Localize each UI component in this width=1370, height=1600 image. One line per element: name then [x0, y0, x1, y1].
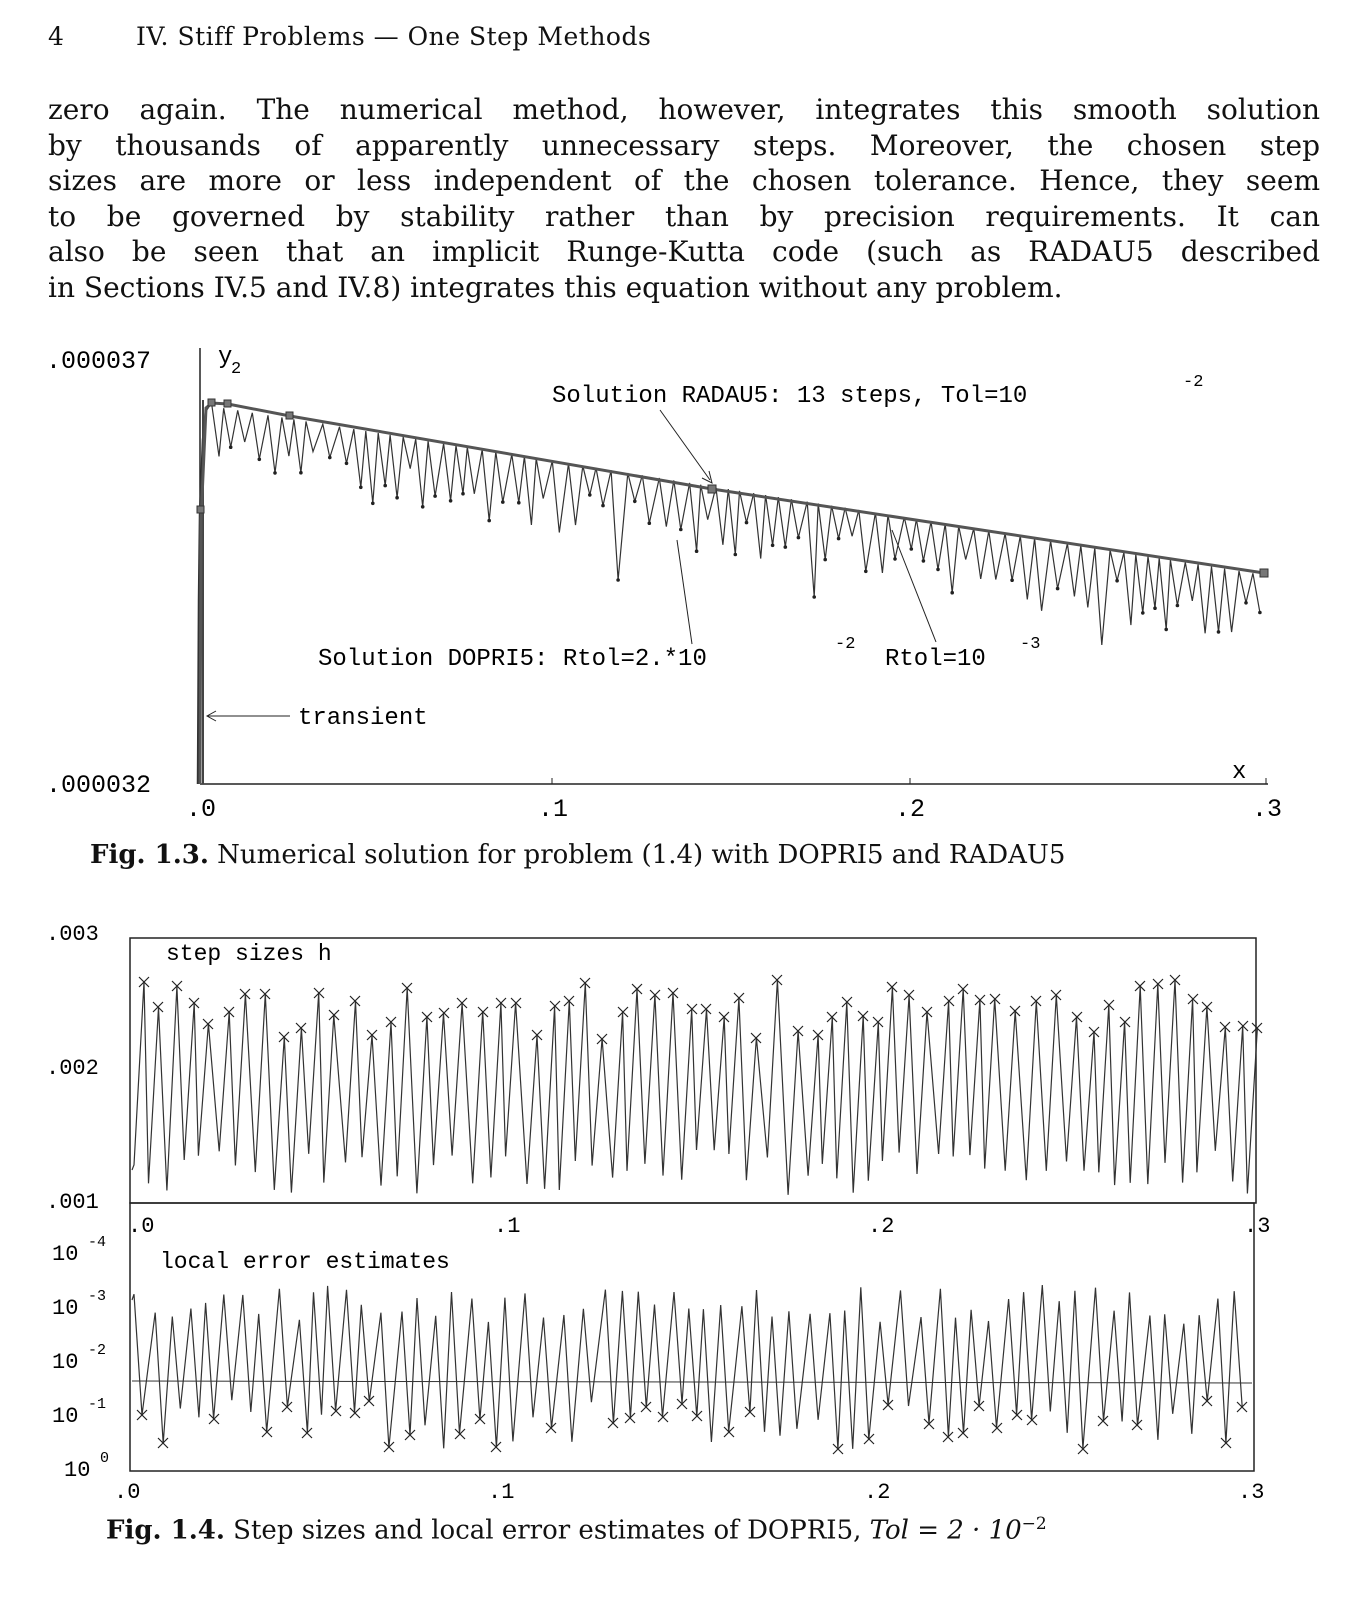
x-tick-label: .0: [186, 795, 217, 824]
y-bottom-label: .000032: [46, 771, 152, 800]
bottom-x-tick-label: .0: [114, 1480, 141, 1505]
paragraph-line: also be seen that an implicit Runge-Kutta code (such as RADAU5 described: [48, 235, 1320, 268]
top-y-label: .003: [46, 922, 99, 947]
paragraph-line: zero again. The numerical method, however, integrates this smooth solution: [48, 93, 1320, 126]
x-tick-label: .2: [895, 795, 926, 824]
annotation-dopri5-exponent: -2: [835, 635, 856, 654]
top-x-tick-label: .2: [868, 1214, 895, 1239]
paragraph-line: sizes are more or less independent of the chosen tolerance. Hence, they seem: [48, 164, 1320, 197]
x-tick-label: .3: [1252, 795, 1283, 824]
bottom-y-label-base: 10: [52, 1404, 79, 1429]
error-panel-frame: [130, 1203, 1254, 1471]
caption-text: Step sizes and local error estimates of DOPRI5,: [233, 1515, 862, 1546]
caption-label: Fig. 1.4.: [106, 1515, 225, 1546]
y-axis-subscript: 2: [231, 360, 242, 379]
annotation-radau5: Solution RADAU5: 13 steps, Tol=10: [552, 383, 1028, 410]
y-top-label: .000037: [46, 347, 152, 376]
y-axis-name: y: [218, 344, 233, 371]
paragraph-line: to be governed by stability rather than by precision requirements. It can: [48, 199, 1320, 233]
x-tick-label: .1: [538, 795, 569, 824]
top-y-label: .002: [46, 1056, 99, 1081]
bottom-y-label-exp: -1: [88, 1396, 107, 1413]
bottom-y-label-base: 10: [52, 1296, 79, 1321]
bottom-y-label-exp: -4: [88, 1234, 107, 1251]
bottom-x-tick-label: .1: [488, 1480, 515, 1505]
bottom-y-label-exp: 0: [100, 1450, 110, 1467]
page-number: 4: [48, 22, 65, 51]
annotation-transient: transient: [298, 705, 428, 732]
error-estimate-series-line: [132, 1285, 1242, 1449]
bottom-y-label-exp: -3: [88, 1288, 107, 1305]
caption-label: Fig. 1.3.: [90, 840, 209, 870]
bottom-x-tick-label: .2: [864, 1480, 891, 1505]
top-x-tick-label: .1: [494, 1214, 521, 1239]
running-title: IV. Stiff Problems — One Step Methods: [136, 22, 652, 51]
annotation-rtol: Rtol=10: [885, 646, 986, 673]
annotation-rtol-exponent: -3: [1020, 635, 1041, 654]
annotation-dopri5: Solution DOPRI5: Rtol=2.*10: [318, 646, 707, 673]
bottom-y-label-base: 10: [52, 1242, 79, 1267]
bottom-y-labels: [52, 1234, 109, 1483]
x-axis-name: x: [1232, 759, 1247, 786]
caption-text: Numerical solution for problem (1.4) with DOPRI5 and RADAU5: [217, 840, 1066, 870]
figure-1-4-caption: [106, 1514, 1047, 1546]
caption-math: Tol = 2 · 10: [869, 1515, 1022, 1546]
paragraph-line: by thousands of apparently unnecessary steps. Moreover, the chosen step: [48, 128, 1320, 162]
top-x-tick-label: .3: [1244, 1214, 1271, 1239]
top-y-label: .001: [46, 1190, 99, 1215]
paragraph-line: in Sections IV.5 and IV.8) integrates this equation without any problem.: [48, 270, 1063, 304]
top-x-tick-label: .0: [128, 1214, 155, 1239]
bottom-y-label-base: 10: [52, 1350, 79, 1375]
caption-math-exponent: −2: [1021, 1514, 1047, 1534]
bottom-y-label-exp: -2: [88, 1342, 107, 1359]
annotation-radau5-exponent: -2: [1183, 373, 1204, 392]
top-panel-label: step sizes h: [166, 941, 332, 967]
bottom-x-tick-label: .3: [1238, 1480, 1265, 1505]
tolerance-line: [132, 1381, 1252, 1383]
bottom-y-label-base: 10: [64, 1458, 91, 1483]
bottom-panel-label: local error estimates: [160, 1249, 450, 1275]
